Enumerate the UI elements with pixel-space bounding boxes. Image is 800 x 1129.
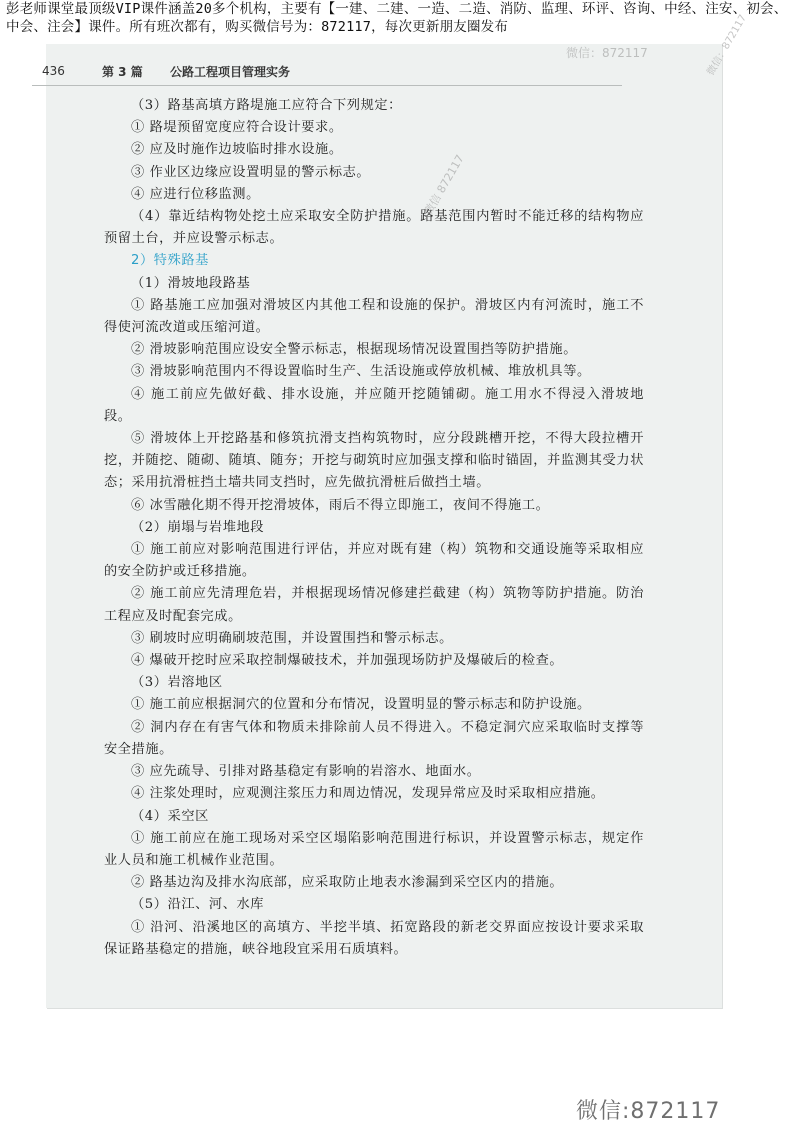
- watermark-top-right: 微信：872117: [566, 46, 648, 60]
- paragraph: ② 滑坡影响范围应设安全警示标志，根据现场情况设置围挡等防护措施。: [131, 342, 577, 358]
- paragraph: ① 施工前应根据洞穴的位置和分布情况，设置明显的警示标志和防护设施。: [131, 697, 591, 713]
- paragraph: （5）沿江、河、水库: [131, 897, 265, 913]
- paragraph: ③ 刷坡时应明确刷坡范围，并设置围挡和警示标志。: [131, 630, 453, 646]
- watermark-footer: 微信:872117: [576, 1099, 721, 1124]
- watermark-corner: 微信：872117: [705, 12, 750, 78]
- paragraph: ① 路堤预留宽度应符合设计要求。: [131, 120, 343, 136]
- body-text: [104, 95, 644, 961]
- paragraph: ⑥ 冰雪融化期不得开挖滑坡体，雨后不得立即施工，夜间不得施工。: [131, 497, 550, 513]
- paragraph: ② 路基边沟及排水沟底部，应采取防止地表水渗漏到采空区内的措施。: [131, 875, 564, 891]
- paragraph: （4）靠近结构物处挖土应采取安全防护措施。路基范围内暂时不能迁移的结构物应预留土台，并应设警示标志。: [104, 209, 644, 247]
- paragraph: ② 施工前应先清理危岩，并根据现场情况修建拦截建（构）筑物等防护措施。防治工程应及时配套完成。: [104, 586, 644, 624]
- paragraph: （4）采空区: [131, 808, 209, 824]
- watermark-mid: 微信 872117: [421, 152, 467, 218]
- paragraph: ① 施工前应在施工现场对采空区塌陷影响范围进行标识，并设置警示标志，规定作业人员和施工机械作业范围。: [104, 830, 644, 868]
- paragraph: （1）滑坡地段路基: [131, 275, 251, 291]
- banner-text: 彭老师课堂最顶级VIP课件涵盖20多个机构，主要有【一建、二建、一造、二造、消防、监理、环评、咨询、中经、注安、初会、中会、注会】课件。所有班次都有，购买微信号为：872117，每次更新朋友圈发布: [6, 1, 788, 35]
- section-heading: 2）特殊路基: [131, 253, 209, 269]
- page-number: 436: [42, 64, 65, 78]
- header-rule: [32, 85, 622, 86]
- paragraph: ② 洞内存在有害气体和物质未排除前人员不得进入。不稳定洞穴应采取临时支撑等安全措施。: [104, 719, 644, 757]
- paragraph: （3）岩溶地区: [131, 675, 223, 691]
- part-title: 公路工程项目管理实务: [170, 65, 291, 79]
- paragraph: ④ 施工前应先做好截、排水设施，并应随开挖随铺砌。施工用水不得浸入滑坡地段。: [104, 386, 644, 424]
- paragraph: ⑤ 滑坡体上开挖路基和修筑抗滑支挡构筑物时，应分段跳槽开挖，不得大段拉槽开挖，并随挖、随砌、随填、随夯；开挖与砌筑时应加强支撑和临时锚固，并监测其受力状态；采用抗滑桩挡土墙共同支挡时，应先做抗滑桩后做挡土墙。: [104, 431, 644, 491]
- paragraph: （3）路基高填方路堤施工应符合下列规定：: [131, 98, 402, 113]
- paragraph: ④ 爆破开挖时应采取控制爆破技术，并加强现场防护及爆破后的检查。: [131, 653, 564, 669]
- paragraph: ③ 作业区边缘应设置明显的警示标志。: [131, 164, 371, 180]
- paragraph: ③ 滑坡影响范围内不得设置临时生产、生活设施或停放机械、堆放机具等。: [131, 364, 591, 380]
- paragraph: ④ 注浆处理时，应观测注浆压力和周边情况，发现异常应及时采取相应措施。: [131, 786, 605, 802]
- part-label: 第 3 篇: [102, 65, 143, 79]
- paragraph: ① 路基施工应加强对滑坡区内其他工程和设施的保护。滑坡区内有河流时，施工不得使河流改道或压缩河道。: [104, 297, 644, 336]
- paragraph: ④ 应进行位移监测。: [131, 186, 260, 202]
- paragraph: ② 应及时施作边坡临时排水设施。: [131, 142, 343, 158]
- paragraph: （2）崩塌与岩堆地段: [131, 519, 265, 535]
- paragraph: ① 施工前应对影响范围进行评估，并应对既有建（构）筑物和交通设施等采取相应的安全防护或迁移措施。: [104, 542, 644, 580]
- paragraph: ① 沿河、沿溪地区的高填方、半挖半填、拓宽路段的新老交界面应按设计要求采取保证路基稳定的措施，峡谷地段宜采用石质填料。: [104, 919, 644, 957]
- paragraph: ③ 应先疏导、引排对路基稳定有影响的岩溶水、地面水。: [131, 764, 481, 780]
